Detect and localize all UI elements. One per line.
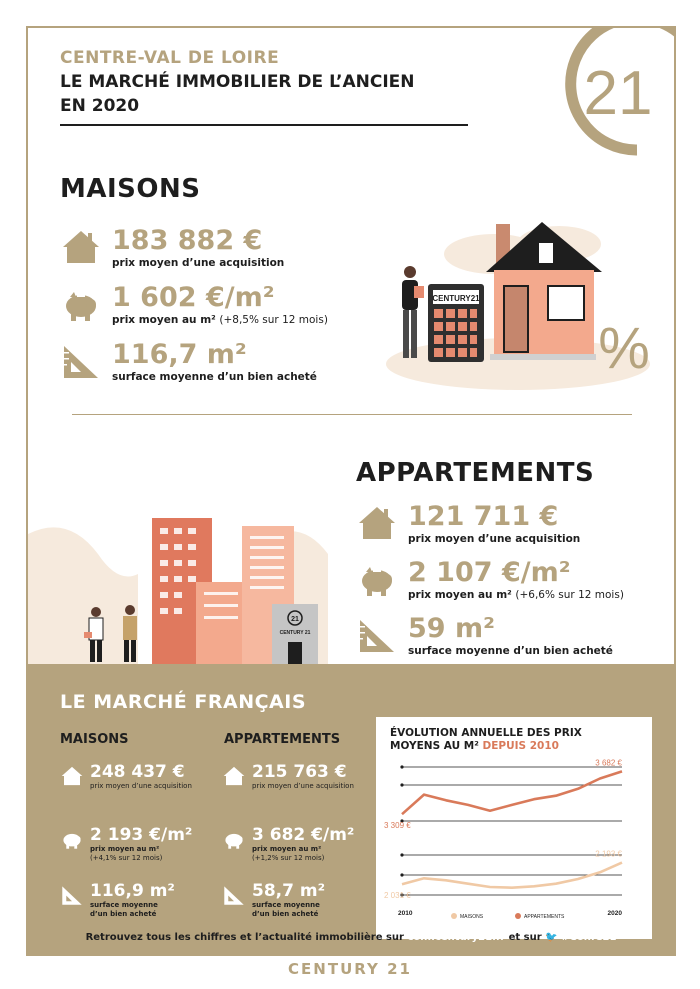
appartements-price-stat bbox=[356, 502, 624, 545]
maisons-sqm-label-row bbox=[112, 314, 328, 326]
calculator-sign: CENTURY21 bbox=[432, 294, 480, 303]
appartements-sqm-value: 2 107 €/m² bbox=[408, 557, 571, 588]
legend-label: APPARTEMENTS bbox=[524, 914, 565, 920]
fm-appartements-sqm bbox=[222, 825, 354, 863]
set-square-icon bbox=[356, 614, 398, 656]
appartements-surface-label: surface moyenne d’un bien acheté bbox=[408, 645, 613, 657]
page-title-line2: EN 2020 bbox=[60, 96, 140, 116]
fm-maisons-sqm-label: prix moyen au m² bbox=[90, 845, 160, 853]
house-icon bbox=[60, 226, 102, 268]
fm-maisons-sqm-value: 2 193 €/m² bbox=[90, 825, 193, 845]
piggy-bank-icon bbox=[222, 827, 246, 851]
legend-swatch bbox=[515, 913, 521, 919]
legend-swatch bbox=[451, 913, 457, 919]
twitter-icon: 🐦 bbox=[545, 932, 562, 943]
fm-appartements-stats bbox=[222, 762, 354, 919]
building-logo: 21 bbox=[291, 616, 299, 623]
appartements-title: APPARTEMENTS bbox=[356, 458, 595, 488]
series-end-label: 3 682 € bbox=[595, 758, 622, 768]
chart-title-highlight: DEPUIS 2010 bbox=[482, 740, 559, 752]
grid-dot bbox=[400, 853, 403, 856]
brand-footer: CENTURY 21 bbox=[288, 960, 412, 978]
fm-appartements-surface-label2: d’un bien acheté bbox=[252, 910, 319, 918]
fm-maisons-stats bbox=[60, 762, 192, 919]
footer-line bbox=[28, 932, 674, 943]
series-line-appartements bbox=[402, 771, 622, 814]
appartements-stats bbox=[356, 502, 624, 657]
fm-appartements-sqm-value: 3 682 €/m² bbox=[252, 825, 355, 845]
series-start-label: 3 309 € bbox=[384, 821, 411, 831]
fm-appartements-price bbox=[222, 762, 354, 791]
century21-logo bbox=[532, 26, 676, 166]
appartements-sqm-stat bbox=[356, 558, 624, 601]
set-square-icon bbox=[60, 340, 102, 382]
french-market-section bbox=[28, 664, 674, 956]
fm-maisons-surface bbox=[60, 881, 192, 919]
price-evolution-chart bbox=[376, 717, 652, 939]
chart-title-line2: MOYENS AU M² bbox=[390, 740, 479, 752]
series-end-label: 2 193 € bbox=[595, 849, 622, 859]
piggy-bank-icon bbox=[356, 558, 398, 600]
percent-glyph: % bbox=[598, 316, 650, 381]
maisons-title: MAISONS bbox=[60, 174, 201, 204]
house-illustration bbox=[384, 214, 652, 392]
series-start-label: 2 031 € bbox=[384, 891, 411, 901]
maisons-price-label: prix moyen d’une acquisition bbox=[112, 257, 285, 269]
appartements-sqm-note: (+6,6% sur 12 mois) bbox=[515, 589, 624, 601]
fm-maisons-sqm bbox=[60, 825, 192, 863]
appartements-surface-stat bbox=[356, 614, 624, 657]
house-icon bbox=[222, 764, 246, 788]
maisons-sqm-label: prix moyen au m² bbox=[112, 314, 216, 326]
fm-appartements-surface bbox=[222, 881, 354, 919]
section-divider bbox=[72, 414, 632, 415]
x-tick-label: 2020 bbox=[607, 910, 622, 917]
maisons-surface-label: surface moyenne d’un bien acheté bbox=[112, 371, 317, 383]
logo-number: 21 bbox=[583, 59, 653, 128]
chart-canvas bbox=[376, 717, 652, 939]
grid-dot bbox=[400, 873, 403, 876]
appartements-sqm-label-row bbox=[408, 589, 624, 601]
fm-maisons-surface-label2: d’un bien acheté bbox=[90, 910, 157, 918]
french-market-title: LE MARCHÉ FRANÇAIS bbox=[60, 691, 306, 713]
infographic-frame bbox=[26, 26, 676, 956]
appartements-surface-value: 59 m² bbox=[408, 613, 495, 644]
building-sign: CENTURY 21 bbox=[279, 630, 311, 636]
appartements-price-label: prix moyen d’une acquisition bbox=[408, 533, 581, 545]
fm-appartements-price-value: 215 763 € bbox=[252, 762, 347, 782]
fm-maisons-heading: MAISONS bbox=[60, 732, 129, 747]
maisons-sqm-note: (+8,5% sur 12 mois) bbox=[219, 314, 328, 326]
footer-text-before: Retrouvez tous les chiffres et l’actualité immobilière sur bbox=[85, 932, 408, 943]
legend-label: MAISONS bbox=[460, 914, 484, 920]
title-underline bbox=[60, 124, 468, 126]
city-illustration bbox=[28, 514, 328, 664]
maisons-price-stat bbox=[60, 226, 328, 269]
fm-maisons-surface-value: 116,9 m² bbox=[90, 881, 175, 901]
maisons-surface-value: 116,7 m² bbox=[112, 339, 247, 370]
fm-appartements-sqm-note: (+1,2% sur 12 mois) bbox=[252, 854, 325, 862]
footer-text-middle: et sur bbox=[505, 932, 546, 943]
fm-appartements-price-label: prix moyen d’une acquisition bbox=[252, 782, 354, 790]
maisons-surface-stat bbox=[60, 340, 328, 383]
grid-dot bbox=[400, 765, 403, 768]
appartements-sqm-label: prix moyen au m² bbox=[408, 589, 512, 601]
piggy-bank-icon bbox=[60, 283, 102, 325]
region-title: CENTRE-VAL DE LOIRE bbox=[60, 48, 280, 68]
footer-hashtag[interactable]: #ConfC21 bbox=[561, 932, 617, 943]
x-tick-label: 2010 bbox=[398, 910, 413, 917]
set-square-icon bbox=[60, 883, 84, 907]
fm-maisons-surface-label: surface moyenne bbox=[90, 901, 158, 909]
footer-link[interactable]: conf.century21.fr bbox=[407, 932, 506, 943]
fm-maisons-price bbox=[60, 762, 192, 791]
maisons-stats bbox=[60, 226, 328, 383]
fm-maisons-price-value: 248 437 € bbox=[90, 762, 185, 782]
maisons-price-value: 183 882 € bbox=[112, 225, 263, 256]
fm-maisons-price-label: prix moyen d’une acquisition bbox=[90, 782, 192, 790]
fm-appartements-sqm-label: prix moyen au m² bbox=[252, 845, 322, 853]
piggy-bank-icon bbox=[60, 827, 84, 851]
fm-maisons-sqm-note: (+4,1% sur 12 mois) bbox=[90, 854, 163, 862]
maisons-sqm-value: 1 602 €/m² bbox=[112, 282, 275, 313]
appartements-price-value: 121 711 € bbox=[408, 501, 559, 532]
page-title-line1: LE MARCHÉ IMMOBILIER DE L’ANCIEN bbox=[60, 72, 415, 92]
grid-dot bbox=[400, 783, 403, 786]
set-square-icon bbox=[222, 883, 246, 907]
house-icon bbox=[60, 764, 84, 788]
fm-appartements-surface-value: 58,7 m² bbox=[252, 881, 326, 901]
fm-appartements-heading: APPARTEMENTS bbox=[224, 732, 341, 747]
fm-appartements-surface-label: surface moyenne bbox=[252, 901, 320, 909]
maisons-sqm-stat bbox=[60, 283, 328, 326]
chart-title-line1: ÉVOLUTION ANNUELLE DES PRIX bbox=[390, 727, 582, 739]
house-icon bbox=[356, 502, 398, 544]
